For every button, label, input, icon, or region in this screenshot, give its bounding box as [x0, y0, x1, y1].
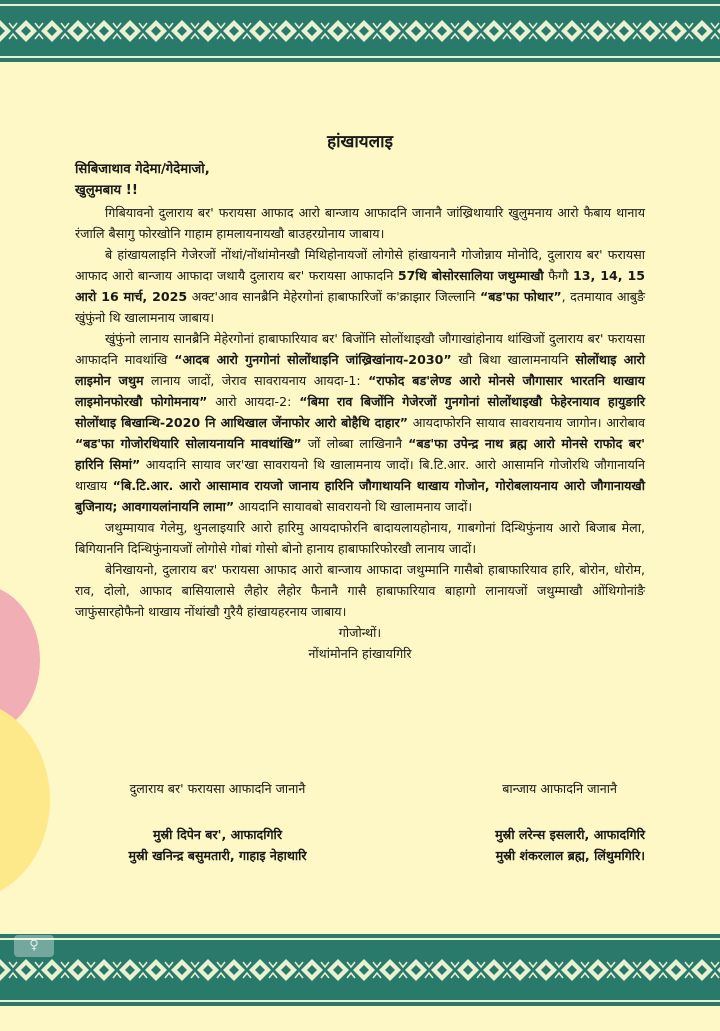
letter-title: हांखायलाइ [327, 132, 393, 152]
watermark-logo-icon: ♀ [14, 935, 54, 957]
border-stripe [0, 56, 720, 58]
text-run: आयदानि सायावबो सावरायनो थि खालामनाय जादों। [234, 499, 473, 514]
salutation: सिबिजाथाव गेदेमा/गेदेमाजो, [75, 162, 210, 177]
border-stripe [0, 4, 720, 6]
left-signatory-heading: दुलाराय बर' फरायसा आफादनि जानानै [129, 781, 306, 796]
signatory-name: मुस्री दिपेन बर', आफादगिरि [153, 827, 282, 842]
text-run: गिबियावनो दुलाराय बर' फरायसा आफाद आरो बान्जाय आफादनि जानानै जांख्रिथायारि खुलुमनाय आरो फैबाय थानाय रंजालि बैसागु फोरखोनि गाहाम हामलायनायखौ बाउहरग्रोनाय जाबाय। [75, 205, 645, 241]
top-border-svg [0, 0, 720, 62]
text-run: आरो आयदा-2: [207, 394, 300, 409]
closing-signoff: नोंथांमोननि हांखायगिरि [308, 646, 412, 661]
border-stripe [0, 938, 720, 940]
signatory-name: मुस्री लरेन्स इसलारी, आफादगिरि [495, 827, 645, 842]
text-run: लानाय जादों, जेराव सावरायनाय आयदा-1: [143, 373, 369, 388]
text-run: खौ बिथा खालामनायनि [451, 352, 576, 367]
body-paragraph [75, 202, 645, 244]
invitation-letter [75, 132, 645, 664]
bold-text: “बि.टि.आर. आरो आसामाव रायजो जानाय हारिनि जौगाथायनि थाखाय गोजोन, गोरोबलायनाय आरो जौगानायखौ बुजिनाय; आवगायलांनायनि लामा” [75, 478, 645, 514]
text-run: , दतमायाव आबुङै खुंफुंनो थि खालामनाय जाबाय। [75, 289, 645, 325]
signatory-name: मुस्री शंकरलाल ब्रह्म, लिंथुमगिरि। [495, 848, 645, 863]
letter-body [75, 202, 645, 622]
bottom-border-svg [0, 934, 720, 1006]
bold-text: सोलोंथाइ आरो लाइमोन जथुम [75, 352, 645, 388]
bold-text: “बड'फा फोथार” [479, 289, 562, 304]
bold-text: “बिमा राव बिजोंनि गेजेरजों गुनगोनां सोलोंथाइखौ फेहेरनायाव हायुङारि सोलोंथाइ बिखान्थि-2020 नि आथिखाल जेंनाफोर आरो बोहैथि दाहार” [75, 394, 646, 430]
text-run: जों लोब्बा लाखिनानै [301, 436, 409, 451]
bold-text: 13, 14, 15 आरो 16 मार्च, 2025 [75, 268, 646, 304]
greeting: खुलुमबाय !! [75, 183, 138, 198]
bold-text: “बड'फा उपेन्द्र नाथ ब्रह्म आरो मोनसे राफोद बर' हारिनि सिमां” [75, 436, 645, 472]
text-run: बे हांखायलाइनि गेजेरजों नोंथां/नोंथांमोनखौ मिथिहोनायजों लोगोसे हांखायनानै गोजोन्नाय मोनोदि, दुलाराय बर' फरायसा आफाद आरो बान्जाय आफादा जथायै दुलाराय बर' फरायसा आफादनि [75, 247, 645, 283]
text-run: जथुम्मायाव गेलेमु, थुनलाइयारि आरो हारिमु आयदाफोरनि बादायलायहोनाय, गाबगोनां दिन्थिफुंनाय आरो बिजाब मेला, बिगियाननि दिन्थिफुंनायजों लोगोसे गोबां गोसो बोनो हानाय हाबाफारिफोरखौ लानाय जादों। [75, 520, 645, 556]
closing-line: गोजोन्थों। [338, 625, 382, 640]
signatory-name: मुस्री खनिन्द्र बसुमतारी, गाहाइ नेहाथारि [128, 848, 307, 863]
border-stripe [0, 1000, 720, 1002]
bold-text: “राफोद बड'लेण्ड आरो मोनसे जौगासार भारतनि थाखाय लाइमोनफोरखौ फोगोमनाय” [75, 373, 645, 409]
bottom-border-pattern [0, 934, 720, 1006]
left-signatories [75, 824, 360, 866]
right-signatories [360, 824, 645, 866]
decorative-yellow-circle [0, 700, 50, 900]
text-run: आयदाफोरनि सायाव सावरायनाय जागोन। आरोबाव [408, 415, 645, 430]
text-run: अक्ट'आव सानब्रैनि मेहेरगोनां हाबाफारिजों क'क्राझार जिल्लानि [187, 289, 480, 304]
body-paragraph [75, 328, 645, 517]
bottom-cream-strip [0, 1006, 720, 1031]
body-paragraph [75, 517, 645, 559]
text-run: आयदानि सायाव जर'खा सावरायनो थि खालामनाय जादों। बि.टि.आर. आरो आसामनि गोजोरथि जौगानायनि थाखाय [75, 457, 645, 493]
text-run: फैगौ [543, 268, 573, 283]
bold-text: “आदब आरो गुनगोनां सोलोंथाइनि जांख्रिखांनाय-2030” [174, 352, 452, 367]
top-border-pattern [0, 0, 720, 62]
bold-text: 57थि बोसोरसालिया जथुम्माखौ [397, 268, 544, 283]
text-run: खुंफुंनो लानाय सानब्रैनि मेहेरगोनां हाबाफारियाव बर' बिजोंनि सोलोंथाइखौ जौगाखांहोनाय थांखिजों दुलाराय बर' फरायसा आफादनि मावथांखि [75, 331, 645, 367]
body-paragraph [75, 244, 645, 328]
bold-text: “बड'फा गोजोरथियारि सोलायनायनि मावथांखि” [75, 436, 302, 451]
text-run: बेनिखायनो, दुलाराय बर' फरायसा आफाद आरो बान्जाय आफादा जथुम्मानि गासैबो हाबाफारियाव हारि, बोरोन, धोरोम, राव, दोलो, आफाद बासियालासे लैहोर लैहोर फैनानै गासै हाबाफारियाव बाहागो लानायजों जथुम्माखौ ओंथिगोनांङै जाफुंसारहोफैनो थाखाय नोंथांखौ गुरैयै हांखायहरनाय जाबाय। [75, 562, 645, 619]
signature-block [75, 778, 645, 866]
body-paragraph [75, 559, 645, 622]
right-signatory-heading: बान्जाय आफादनि जानानै [502, 781, 617, 796]
